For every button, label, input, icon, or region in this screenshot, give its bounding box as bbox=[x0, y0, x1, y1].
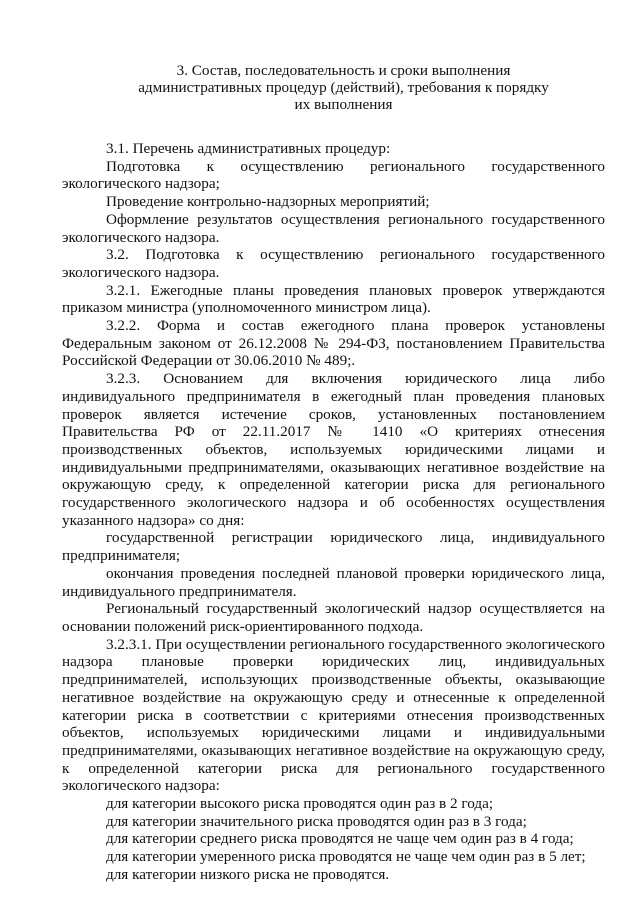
paragraph-3-2-3: 3.2.3. Основанием для включения юридического лица либо индивидуального предпринимателя в ежегодный план проведения плановых проверок является истечение сроков, установленных постановлением Правительства РФ от 22.11.2017 № 1410 «О критериях отнесения производственных объектов, используемых юридическими лицами и индивидуальными предпринимателями, оказывающих негативное воздействие на окружающую среду, к определенной категории риска для регионального государственного экологического надзора и об особенностях осуществления указанного надзора» со дня: bbox=[62, 370, 605, 529]
paragraph-3-2-3-1: 3.2.3.1. При осуществлении регионального государственного экологического надзора плановые проверки юридических лиц, индивидуальных предпринимателей, использующих производственные объекты, оказывающие негативное воздействие на окружающую среду и отнесенные к определенной категории риска в соответствии с критериями отнесения производственных объектов, используемых юридическими лицами и индивидуальными предпринимателями, оказывающих негативное воздействие на окружающую среду, к определенной категории риска для регионального государственного экологического надзора: bbox=[62, 635, 605, 795]
paragraph-3-2-1: 3.2.1. Ежегодные планы проведения плановых проверок утверждаются приказом министра (уполномоченного министром лица). bbox=[62, 281, 605, 317]
section-title bbox=[62, 62, 605, 113]
paragraph-procedure-preparation: Подготовка к осуществлению регионального государственного экологического надзора; bbox=[62, 157, 605, 193]
paragraph-3-1: 3.1. Перечень административных процедур: bbox=[106, 140, 391, 157]
section-title-line: 3. Состав, последовательность и сроки выполнения bbox=[176, 62, 511, 79]
paragraph-last-inspection: окончания проведения последней плановой проверки юридического лица, индивидуального предпринимателя. bbox=[62, 564, 605, 600]
paragraph-3-2: 3.2. Подготовка к осуществлению регионального государственного экологического надзора. bbox=[62, 246, 605, 281]
list-item-moderate-risk: для категории умеренного риска проводятся не чаще чем один раз в 5 лет; bbox=[106, 848, 586, 866]
paragraph-risk-approach: Региональный государственный экологический надзор осуществляется на основании положений риск-ориентированного подхода. bbox=[62, 600, 605, 635]
list-item-medium-risk: для категории среднего риска проводятся не чаще чем один раз в 4 года; bbox=[106, 830, 574, 848]
list-item-low-risk: для категории низкого риска не проводятся. bbox=[106, 865, 390, 883]
paragraph-procedure-inspections: Проведение контрольно-надзорных мероприятий; bbox=[106, 193, 430, 211]
list-item-significant-risk: для категории значительного риска проводятся один раз в 3 года; bbox=[106, 812, 527, 830]
paragraph-procedure-results: Оформление результатов осуществления регионального государственного экологического надзора. bbox=[62, 210, 605, 246]
section-title-line: административных процедур (действий), требования к порядку bbox=[138, 79, 549, 96]
section-title-line: их выполнения bbox=[294, 96, 393, 113]
list-item-high-risk: для категории высокого риска проводятся один раз в 2 года; bbox=[106, 795, 494, 813]
paragraph-registration: государственной регистрации юридического лица, индивидуального предпринимателя; bbox=[62, 529, 605, 565]
document-body bbox=[62, 140, 605, 884]
paragraph-3-2-2: 3.2.2. Форма и состав ежегодного плана проверок установлены Федеральным законом от 26.12.2008 № 294-ФЗ, постановлением Правительства Российской Федерации от 30.06.2010 № 489;. bbox=[62, 317, 605, 370]
